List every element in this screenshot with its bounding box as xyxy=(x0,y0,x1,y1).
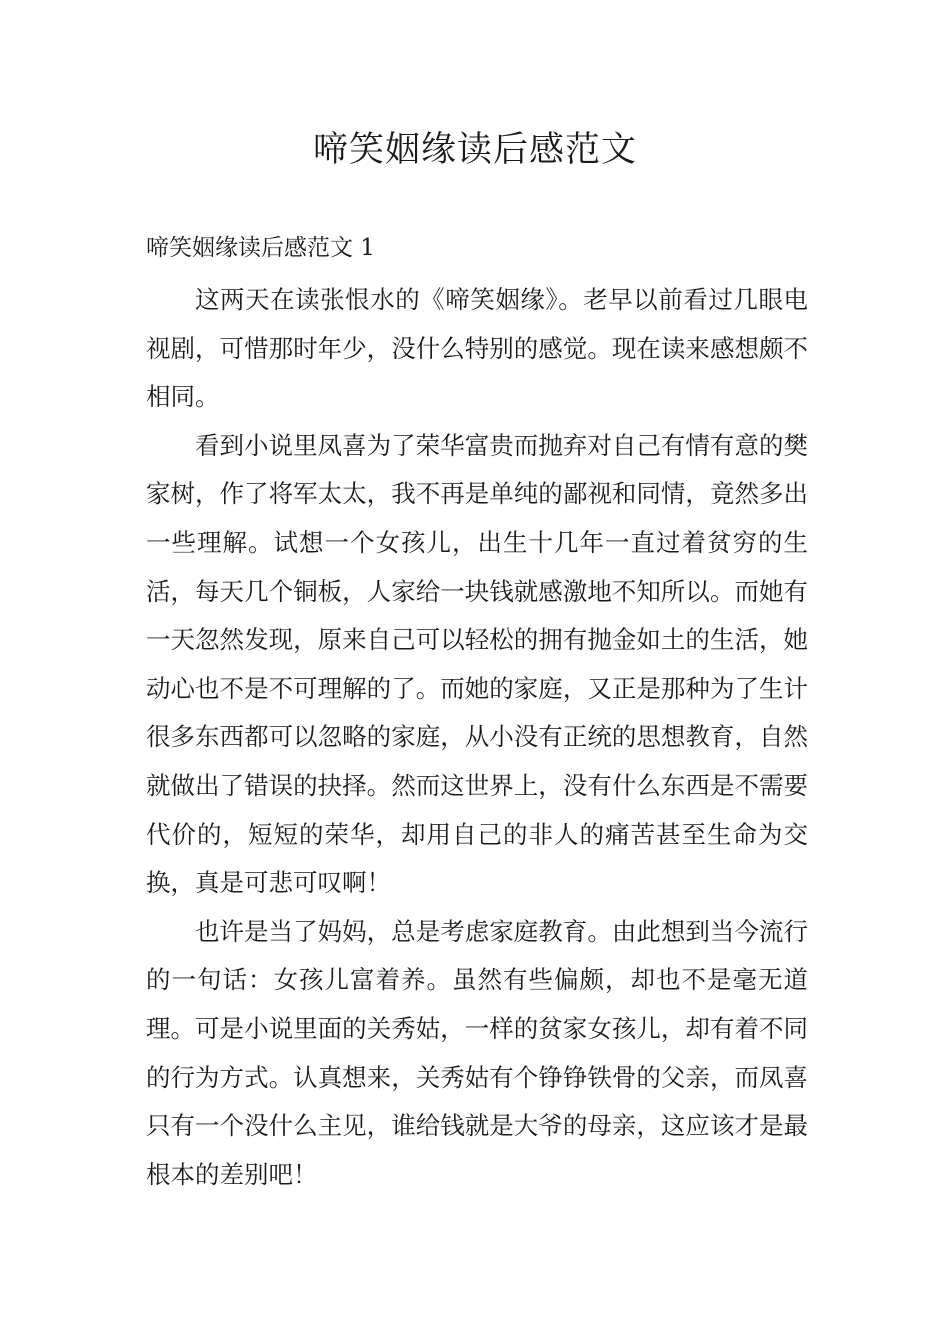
paragraph: 也许是当了妈妈，总是考虑家庭教育。由此想到当今流行的一句话：女孩儿富着养。虽然有些偏颇，却也不是毫无道理。可是小说里面的关秀姑，一样的贫家女孩儿，却有着不同的行为方式。认真想来，关秀姑有个铮铮铁骨的父亲，而凤喜只有一个没什么主见，谁给钱就是大爷的母亲，这应该才是最根本的差别吧！ xyxy=(146,916,808,1189)
document-title: 啼笑姻缘读后感范文 xyxy=(312,130,637,170)
section-heading: 啼笑姻缘读后感范文 1 xyxy=(146,235,375,261)
document-body xyxy=(146,276,808,1199)
paragraph: 这两天在读张恨水的《啼笑姻缘》。老早以前看过几眼电视剧，可惜那时年少，没什么特别的感觉。现在读来感想颇不相同。 xyxy=(146,285,808,412)
paragraph: 看到小说里凤喜为了荣华富贵而抛弃对自己有情有意的樊家树，作了将军太太，我不再是单纯的鄙视和同情，竟然多出一些理解。试想一个女孩儿，出生十几年一直过着贫穷的生活，每天几个铜板，人家给一块钱就感激地不知所以。而她有一天忽然发现，原来自己可以轻松的拥有抛金如土的生活，她动心也不是不可理解的了。而她的家庭，又正是那种为了生计很多东西都可以忽略的家庭，从小没有正统的思想教育，自然就做出了错误的抉择。然而这世界上，没有什么东西是不需要代价的，短短的荣华，却用自己的非人的痛苦甚至生命为交换，真是可悲可叹啊！ xyxy=(146,430,808,898)
